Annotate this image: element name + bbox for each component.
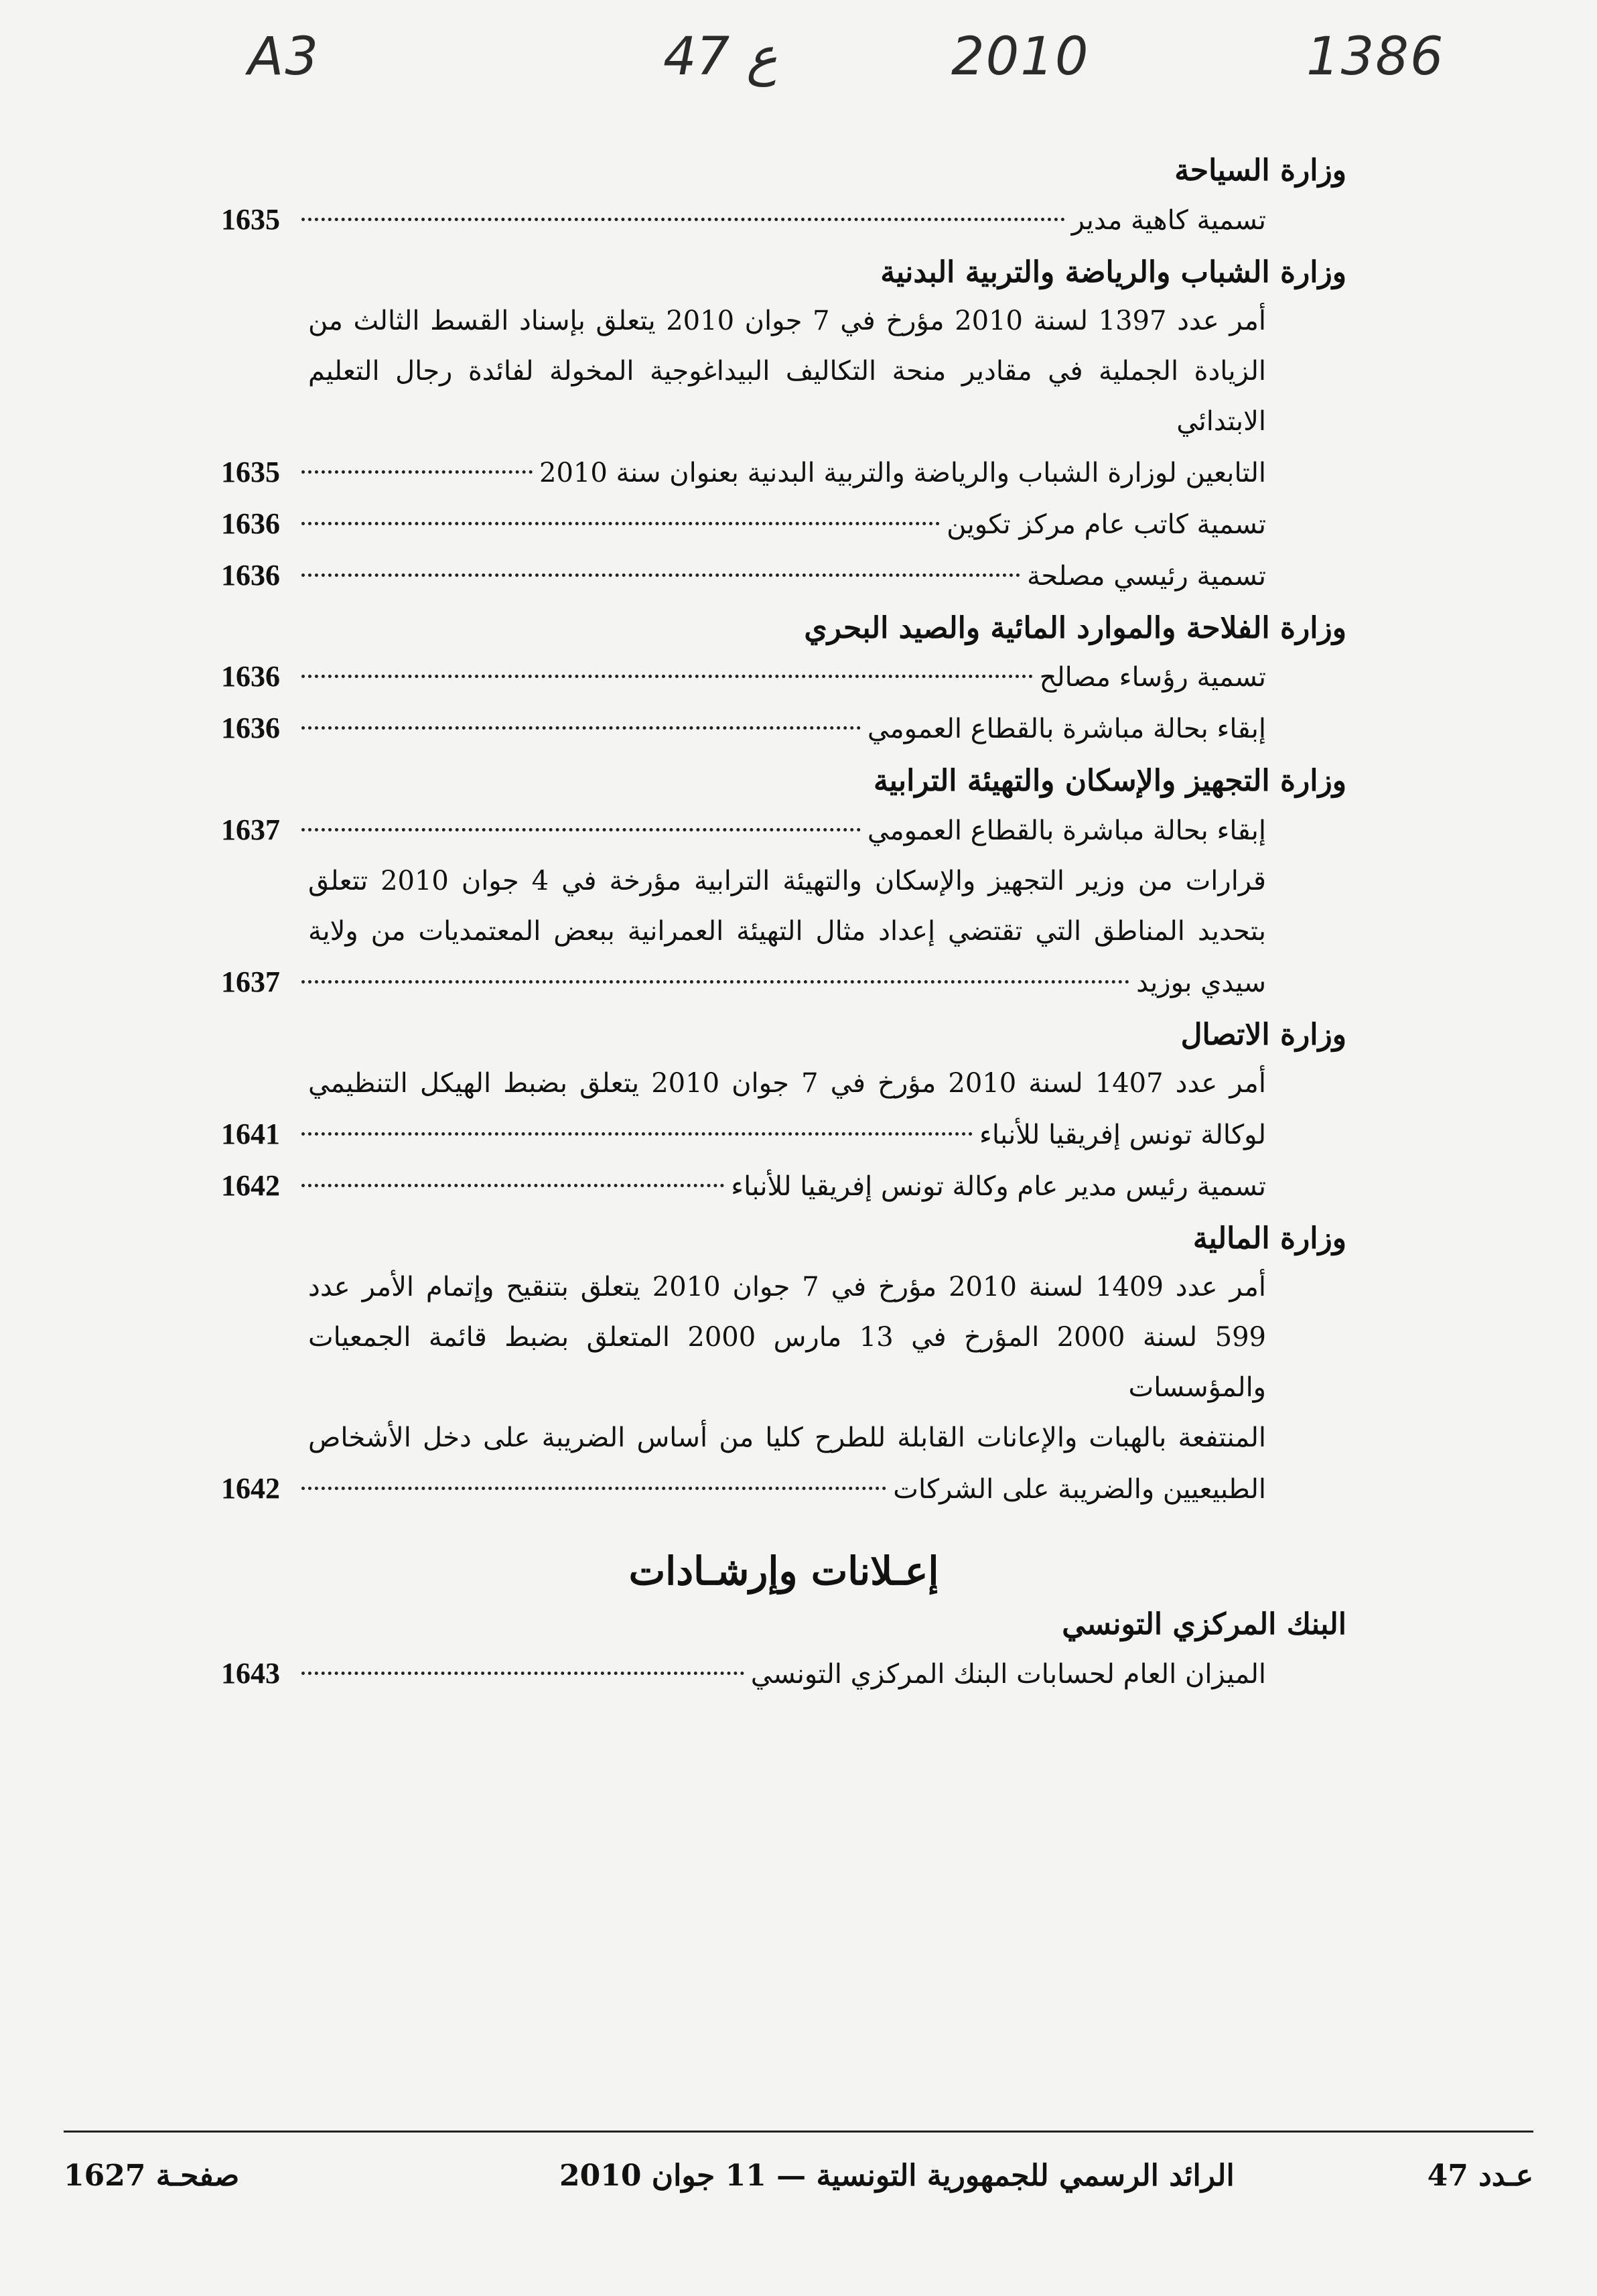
dot-leader [301, 1184, 724, 1187]
entry-page-number: 1636 [221, 558, 280, 592]
handwritten-note: 47 ع [663, 27, 778, 87]
entry-title: لوكالة تونس إفريقيا للأنباء [979, 1119, 1266, 1150]
entry-description: المنتفعة بالهبات والإعانات القابلة للطرح كليا من أساس الضريبة على دخل الأشخاص [308, 1422, 1266, 1453]
toc-entry[interactable] [221, 550, 1346, 602]
entry-title: تسمية رئيسي مصلحة [1026, 560, 1266, 592]
toc-entry[interactable] [221, 498, 1346, 550]
entry-description: 599 لسنة 2000 المؤرخ في 13 مارس 2000 المتعلق بضبط قائمة الجمعيات والمؤسسات [308, 1321, 1266, 1403]
page-footer [64, 2159, 1533, 2206]
toc-entry[interactable] [221, 1648, 1346, 1700]
ministry-heading: وزارة السياحة [1174, 153, 1346, 188]
ministry-heading: وزارة الشباب والرياضة والتربية البدنية [880, 255, 1346, 289]
entry-page-number: 1637 [221, 813, 280, 847]
footer-divider [64, 2131, 1533, 2133]
handwritten-note: 1386 [1306, 27, 1445, 87]
entry-title: تسمية كاتب عام مركز تكوين [947, 509, 1266, 540]
entry-page-number: 1642 [221, 1471, 280, 1505]
entry-title: إبقاء بحالة مباشرة بالقطاع العمومي [867, 815, 1266, 847]
dot-leader [301, 218, 1065, 221]
toc-entry[interactable] [221, 651, 1346, 703]
section-title: إعـلانات وإرشـادات [628, 1548, 939, 1594]
ministry-heading: وزارة الاتصال [1180, 1018, 1346, 1053]
ministry-heading: وزارة الفلاحة والموارد المائية والصيد البحري [804, 610, 1346, 645]
toc-entry[interactable] [221, 1160, 1346, 1212]
handwritten-note: A3 [248, 27, 320, 87]
entry-title: سيدي بوزيد [1136, 967, 1266, 999]
entry-page-number: 1635 [221, 455, 280, 488]
toc-entry[interactable] [221, 805, 1346, 856]
entry-title: إبقاء بحالة مباشرة بالقطاع العمومي [867, 714, 1266, 745]
entry-title: الطبيعيين والضريبة على الشركات [893, 1473, 1266, 1505]
table-of-contents [221, 144, 1346, 1700]
entry-description: أمر عدد 1397 لسنة 2010 مؤرخ في 7 جوان 2010 يتعلق بإسناد القسط الثالث من [308, 305, 1266, 336]
dot-leader [301, 1487, 886, 1490]
entry-description: أمر عدد 1407 لسنة 2010 مؤرخ في 7 جوان 2010 يتعلق بضبط الهيكل التنظيمي [308, 1067, 1266, 1099]
entry-page-number: 1635 [221, 202, 280, 236]
entry-title: تسمية رؤساء مصالح [1039, 662, 1266, 693]
handwritten-note: 2010 [951, 27, 1090, 87]
toc-entry[interactable] [221, 957, 1346, 1008]
dot-leader [301, 980, 1129, 984]
entry-page-number: 1643 [221, 1656, 280, 1690]
entry-page-number: 1636 [221, 660, 280, 693]
entry-description: أمر عدد 1409 لسنة 2010 مؤرخ في 7 جوان 2010 يتعلق بتنقيح وإتمام الأمر عدد [308, 1271, 1266, 1302]
ministry-heading: وزارة التجهيز والإسكان والتهيئة الترابية [874, 764, 1346, 799]
dot-leader [301, 1132, 973, 1136]
journal-title-date: الرائد الرسمي للجمهورية التونسية — 11 جوان 2010 [559, 2159, 1235, 2193]
ministry-heading: وزارة المالية [1192, 1221, 1346, 1256]
dot-leader [301, 828, 861, 831]
entry-page-number: 1637 [221, 965, 280, 999]
entry-description: قرارات من وزير التجهيز والإسكان والتهيئة الترابية مؤرخة في 4 جوان 2010 تتعلق [308, 866, 1266, 897]
dot-leader [301, 573, 1020, 577]
entry-page-number: 1636 [221, 712, 280, 745]
dot-leader [301, 470, 533, 474]
entry-page-number: 1636 [221, 507, 280, 540]
entry-title: تسمية كاهية مدير [1071, 204, 1266, 236]
entry-description: بتحديد المناطق التي تقتضي إعداد مثال التهيئة العمرانية ببعض المعتمديات من ولاية [308, 916, 1266, 947]
entry-title: التابعين لوزارة الشباب والرياضة والتربية البدنية بعنوان سنة 2010 [539, 457, 1266, 488]
entry-description: الزيادة الجملية في مقادير منحة التكاليف البيداغوجية المخولة لفائدة رجال التعليم الابتدائي [308, 355, 1266, 437]
toc-entry[interactable] [221, 194, 1346, 246]
page-number: صفحـة 1627 [64, 2159, 240, 2193]
toc-entry[interactable] [221, 447, 1346, 498]
entry-title: تسمية رئيس مدير عام وكالة تونس إفريقيا للأنباء [731, 1170, 1266, 1202]
entry-page-number: 1641 [221, 1117, 280, 1150]
toc-entry[interactable] [221, 1109, 1346, 1160]
dot-leader [301, 726, 861, 730]
issue-number: عـدد 47 [1427, 2159, 1533, 2193]
dot-leader [301, 1672, 744, 1675]
dot-leader [301, 522, 940, 525]
dot-leader [301, 675, 1033, 678]
entry-title: الميزان العام لحسابات البنك المركزي التونسي [750, 1658, 1266, 1690]
toc-entry[interactable] [221, 1463, 1346, 1515]
entry-page-number: 1642 [221, 1168, 280, 1202]
toc-entry[interactable] [221, 703, 1346, 754]
institution-heading: البنك المركزي التونسي [1062, 1607, 1346, 1641]
